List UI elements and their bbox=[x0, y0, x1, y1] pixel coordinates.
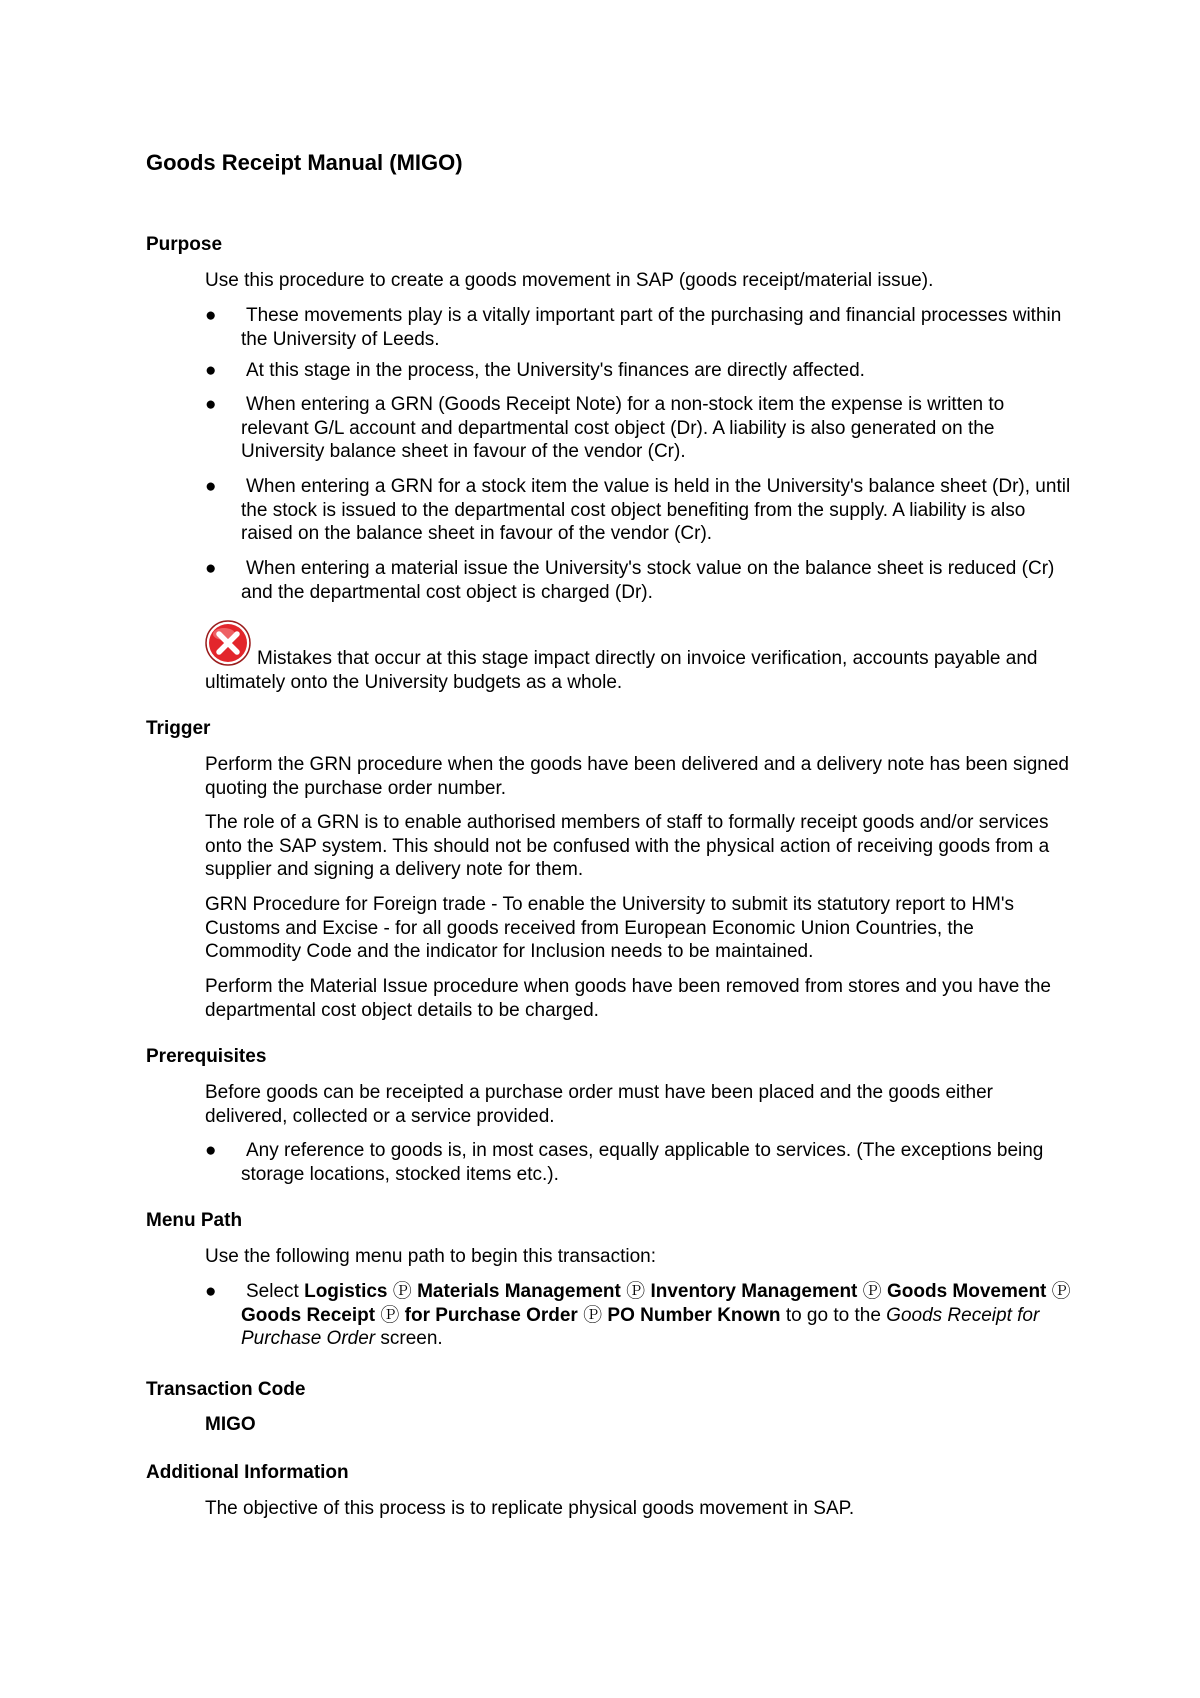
bullet-icon: ● bbox=[205, 1281, 217, 1302]
prerequisites-bullet: ● Any reference to goods is, in most cases, equally applicable to services. (The exceptions being storage locations, stocked items etc.). bbox=[205, 1140, 1044, 1185]
trigger-heading: Trigger bbox=[146, 718, 211, 739]
additional-info-paragraph: The objective of this process is to replicate physical goods movement in SAP. bbox=[205, 1498, 855, 1519]
menu-step: for Purchase Order bbox=[404, 1304, 578, 1326]
purpose-bullet: ● These movements play is a vitally important part of the purchasing and financial processes within the University of Leeds. bbox=[205, 305, 1062, 350]
trigger-paragraph: GRN Procedure for Foreign trade - To enable the University to submit its statutory report to HM's Customs and Excise - for all goods received from European Economic Union Countries, the Commodity Code and the indicator for Inclusion needs to be maintained. bbox=[205, 894, 1014, 962]
menu-path-intro: Use the following menu path to begin this transaction: bbox=[205, 1246, 656, 1267]
menu-arrow-icon: Ⓟ bbox=[392, 1281, 412, 1302]
menu-arrow-icon: Ⓟ bbox=[1051, 1281, 1071, 1302]
menu-step: Logistics bbox=[304, 1281, 388, 1302]
menu-step: Materials Management bbox=[417, 1281, 621, 1302]
menu-path-heading: Menu Path bbox=[146, 1210, 243, 1231]
menu-step: Inventory Management bbox=[650, 1281, 858, 1302]
menu-step: Goods Receipt bbox=[241, 1304, 376, 1326]
menu-arrow-icon: Ⓟ bbox=[583, 1304, 603, 1326]
bullet-icon: ● bbox=[205, 1140, 217, 1161]
transaction-code-heading: Transaction Code bbox=[146, 1379, 306, 1400]
document-title: Goods Receipt Manual (MIGO) bbox=[146, 150, 463, 175]
additional-info-heading: Additional Information bbox=[146, 1462, 349, 1483]
transaction-code: MIGO bbox=[205, 1414, 256, 1435]
bullet-icon: ● bbox=[205, 558, 217, 579]
menu-step: Goods Movement bbox=[886, 1281, 1047, 1302]
menu-arrow-icon: Ⓟ bbox=[626, 1281, 646, 1302]
trigger-paragraph: Perform the Material Issue procedure when goods have been removed from stores and you have the departmental cost object details to be charged. bbox=[205, 976, 1051, 1021]
menu-arrow-icon: Ⓟ bbox=[380, 1304, 400, 1326]
purpose-heading: Purpose bbox=[146, 234, 223, 255]
bullet-icon: ● bbox=[205, 476, 217, 497]
screen-name: Goods Receipt for Purchase Order bbox=[241, 1304, 1040, 1349]
bullet-icon: ● bbox=[205, 305, 217, 326]
purpose-bullet: ● When entering a GRN for a stock item the value is held in the University's balance sheet (Dr), until the stock is issued to the departmental cost object benefiting from the supply. A liability is also raised on the balance sheet in favour of the vendor (Cr). bbox=[205, 476, 1071, 544]
prerequisites-paragraph: Before goods can be receipted a purchase order must have been placed and the goods either delivered, collected or a service provided. bbox=[205, 1082, 993, 1127]
menu-step: PO Number Known bbox=[607, 1304, 781, 1326]
bullet-icon: ● bbox=[205, 394, 217, 415]
prerequisites-heading: Prerequisites bbox=[146, 1046, 267, 1067]
menu-path-bullet: ● Select Logistics Ⓟ Materials Management Ⓟ Inventory Management Ⓟ Goods Movement Ⓟ Goods Receipt Ⓟ for Purchase Order Ⓟ PO Number Known to go to the Goods Receipt for Purchase Order screen. bbox=[205, 1281, 1071, 1349]
purpose-intro: Use this procedure to create a goods movement in SAP (goods receipt/material issue). bbox=[205, 270, 934, 291]
menu-arrow-icon: Ⓟ bbox=[862, 1281, 882, 1302]
purpose-bullet: ● At this stage in the process, the University's finances are directly affected. bbox=[205, 360, 865, 381]
warning-text: Mistakes that occur at this stage impact directly on invoice verification, accounts payable and ultimately onto the University budgets as a whole. bbox=[205, 648, 1038, 693]
trigger-paragraph: The role of a GRN is to enable authorised members of staff to formally receipt goods and/or services onto the SAP system. This should not be confused with the physical action of receiving goods from a supplier and signing a delivery note for them. bbox=[205, 812, 1050, 880]
trigger-paragraph: Perform the GRN procedure when the goods have been delivered and a delivery note has been signed quoting the purchase order number. bbox=[205, 754, 1069, 799]
bullet-icon: ● bbox=[205, 360, 217, 381]
purpose-bullet: ● When entering a material issue the University's stock value on the balance sheet is reduced (Cr) and the departmental cost object is charged (Dr). bbox=[205, 558, 1055, 603]
purpose-bullet: ● When entering a GRN (Goods Receipt Note) for a non-stock item the expense is written to relevant G/L account and departmental cost object (Dr). A liability is also generated on the University balance sheet in favour of the vendor (Cr). bbox=[205, 394, 1005, 462]
